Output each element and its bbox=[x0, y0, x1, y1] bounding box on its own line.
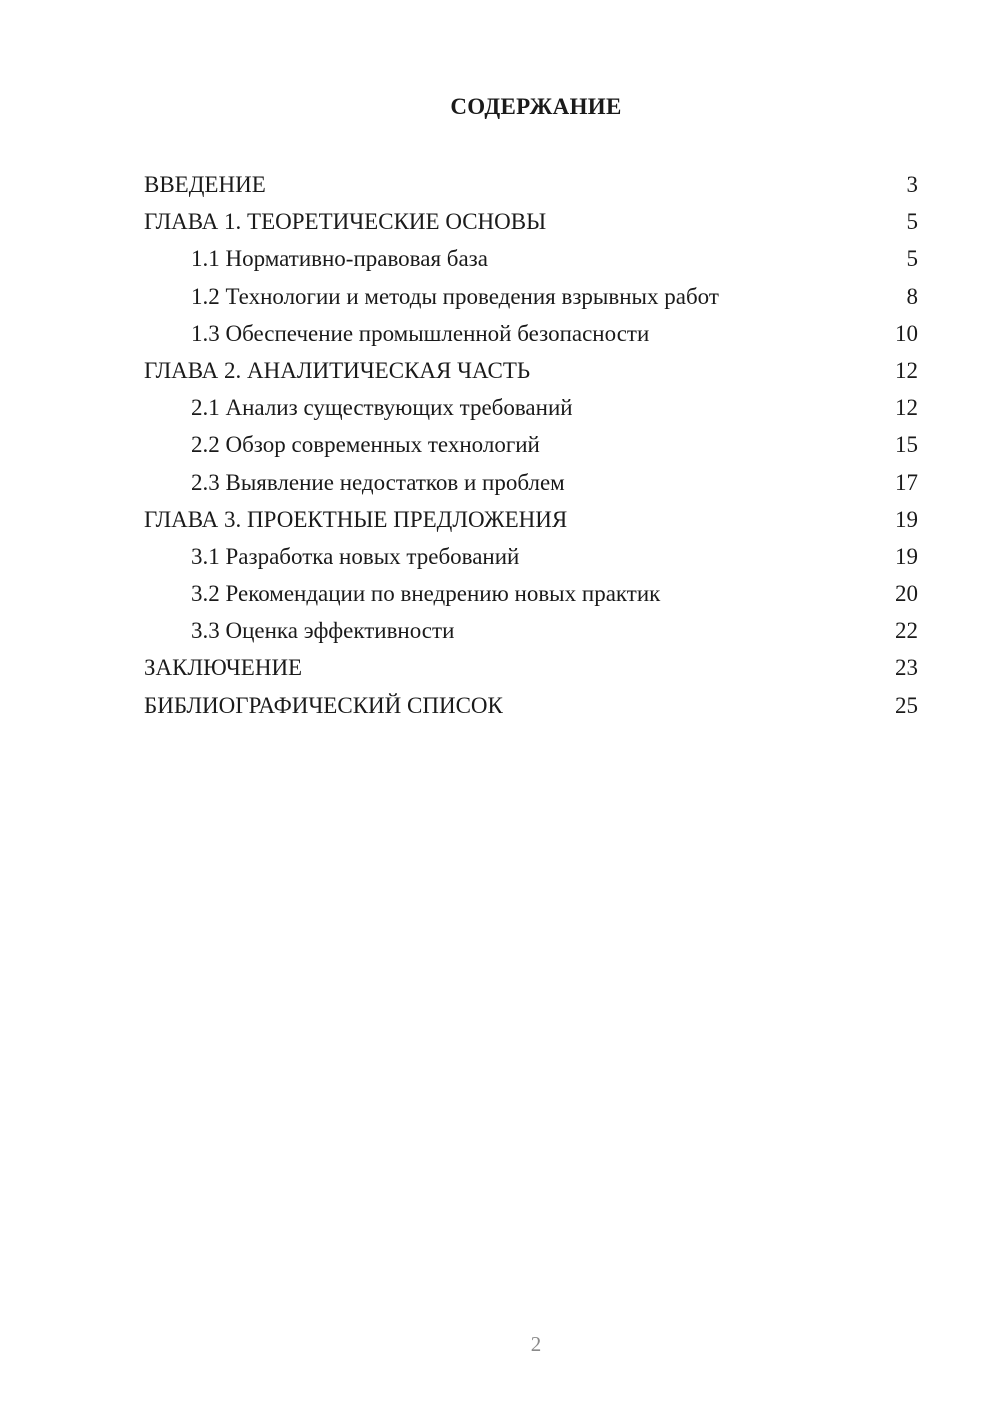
toc-entry-section-3-3[interactable] bbox=[144, 614, 918, 651]
toc-entry-bibliography[interactable] bbox=[144, 689, 918, 726]
toc-entry-label: 2.2 Обзор современных технологий bbox=[191, 432, 540, 458]
toc-entry-label: БИБЛИОГРАФИЧЕСКИЙ СПИСОК bbox=[144, 692, 503, 718]
toc-entry-label: 3.2 Рекомендации по внедрению новых практик bbox=[191, 581, 661, 607]
toc-entry-label: 3.1 Разработка новых требований bbox=[191, 543, 520, 569]
toc-entry-conclusion[interactable] bbox=[144, 651, 918, 688]
page-number: 2 bbox=[530, 1332, 542, 1356]
toc-entry-section-1-1[interactable] bbox=[144, 242, 918, 279]
toc-entry-page: 23 bbox=[895, 655, 918, 681]
toc-title: СОДЕРЖАНИЕ bbox=[450, 94, 622, 119]
toc-entry-page: 25 bbox=[895, 692, 918, 718]
toc-entry-label: ГЛАВА 3. ПРОЕКТНЫЕ ПРЕДЛОЖЕНИЯ bbox=[144, 506, 568, 532]
toc-entry-page: 5 bbox=[906, 209, 918, 235]
toc-entry-section-2-3[interactable] bbox=[144, 466, 918, 503]
toc-entry-section-1-3[interactable] bbox=[144, 317, 918, 354]
toc-entry-page: 8 bbox=[906, 283, 918, 309]
toc-entry-label: ВВЕДЕНИЕ bbox=[144, 172, 266, 197]
toc-entry-chapter-3[interactable] bbox=[144, 503, 918, 540]
toc-entry-page: 12 bbox=[895, 395, 918, 421]
toc-entry-section-1-2[interactable] bbox=[144, 280, 918, 317]
toc-entry-section-3-1[interactable] bbox=[144, 540, 918, 577]
toc-entry-page: 17 bbox=[895, 469, 918, 495]
toc-entry-label: 2.3 Выявление недостатков и проблем bbox=[191, 469, 565, 495]
toc-entry-label: 1.3 Обеспечение промышленной безопасности bbox=[191, 320, 650, 346]
toc-entry-label: 3.3 Оценка эффективности bbox=[191, 618, 455, 644]
toc-entry-page: 5 bbox=[906, 246, 918, 272]
toc-entry-introduction[interactable] bbox=[144, 168, 918, 205]
toc-entry-page: 19 bbox=[895, 543, 918, 569]
table-of-contents bbox=[144, 168, 918, 726]
toc-entry-section-3-2[interactable] bbox=[144, 577, 918, 614]
toc-entry-label: 2.1 Анализ существующих требований bbox=[191, 395, 573, 421]
toc-entry-label: 1.1 Нормативно-правовая база bbox=[191, 246, 488, 272]
toc-entry-section-2-2[interactable] bbox=[144, 428, 918, 465]
toc-entry-page: 12 bbox=[895, 357, 918, 383]
toc-entry-page: 3 bbox=[906, 172, 918, 197]
toc-entry-label: ЗАКЛЮЧЕНИЕ bbox=[144, 655, 303, 681]
toc-entry-page: 20 bbox=[895, 581, 918, 607]
toc-entry-chapter-2[interactable] bbox=[144, 354, 918, 391]
toc-entry-page: 10 bbox=[895, 320, 918, 346]
toc-entry-label: 1.2 Технологии и методы проведения взрывных работ bbox=[191, 283, 719, 309]
toc-entry-page: 22 bbox=[895, 618, 918, 644]
toc-entry-page: 19 bbox=[895, 506, 918, 532]
toc-entry-page: 15 bbox=[895, 432, 918, 458]
toc-entry-chapter-1[interactable] bbox=[144, 205, 918, 242]
toc-entry-label: ГЛАВА 2. АНАЛИТИЧЕСКАЯ ЧАСТЬ bbox=[144, 357, 531, 383]
toc-entry-label: ГЛАВА 1. ТЕОРЕТИЧЕСКИЕ ОСНОВЫ bbox=[144, 209, 547, 235]
toc-entry-section-2-1[interactable] bbox=[144, 391, 918, 428]
